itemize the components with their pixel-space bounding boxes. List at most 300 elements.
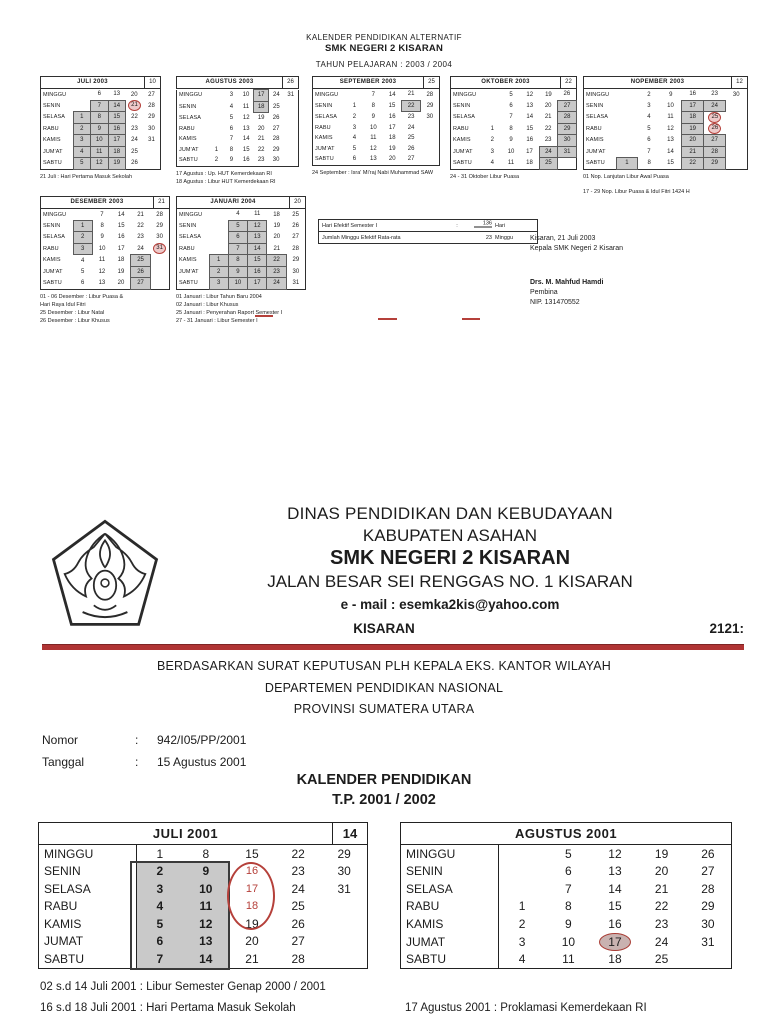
calendar-day-cell: 15 (526, 125, 534, 132)
calendar-day-cell: 18 (117, 257, 125, 264)
calendar-day-cell: 8 (202, 846, 210, 861)
calendar-day-cell: 9 (183, 863, 229, 881)
page2-note-hari-pertama: 16 s.d 18 Juli 2001 : Hari Pertama Masuk Sekolah (40, 1002, 296, 1014)
calendar-day-cell: 24 (654, 934, 669, 949)
calendar-day-cell: 1 (156, 846, 164, 861)
calendar-day-cell: 7 (91, 100, 109, 112)
calendar-row (39, 880, 368, 898)
calendar-day-label: SENIN (401, 863, 499, 881)
summary-value: 23 (485, 234, 492, 241)
calendar-day-cell: 30 (156, 234, 163, 241)
calendar-day-cell: 25 (131, 255, 150, 267)
calendar-day-cell: 5 (137, 915, 183, 933)
calendar-day-cell: 10 (369, 124, 377, 131)
calendar-day-label: JUM'AT (179, 268, 199, 275)
calendar-note: 01 Januari : Libur Tahun Baru 2004 (176, 293, 262, 300)
calendar-day-cell: 17 (248, 278, 267, 290)
calendar-week-count-badge: 21 (153, 197, 169, 208)
signature-office: Kepala SMK Negeri 2 Kisaran (530, 245, 623, 252)
calendar-day-cell: 29 (704, 158, 726, 170)
calendar-day-cell: 25 (292, 211, 299, 218)
calendar-day-cell: 17 (526, 148, 533, 155)
calendar-month-title: AGUSTUS 2001 (514, 826, 618, 841)
calendar-note: 17 - 29 Nop. Libur Puasa & Idul Fitri 1424 H (583, 188, 690, 195)
summary-value: 136 (474, 221, 492, 228)
calendar-day-label: KAMIS (315, 135, 333, 142)
calendar-day-label: RABU (401, 898, 499, 916)
calendar-day-label: SABTU (179, 157, 198, 164)
calendar-day-cell: 15 (245, 846, 259, 861)
calendar-day-cell: 19 (654, 846, 669, 861)
calendar-day-cell: 10 (507, 148, 515, 155)
calendar-day-cell: 12 (369, 145, 377, 152)
calendar-day-cell: 24 (291, 881, 305, 896)
calendar-day-cell: 10 (667, 102, 674, 109)
letterhead-agency: DINAS PENDIDIKAN DAN KEBUDAYAAN (287, 504, 613, 523)
calendar-day-cell: 9 (229, 157, 234, 164)
calendar-day-label: RABU (453, 125, 469, 132)
calendar-row (401, 951, 732, 969)
calendar-day-cell: 12 (183, 915, 229, 933)
calendar-day-cell: 24 (272, 92, 280, 99)
calendar-day-cell: 13 (369, 156, 377, 163)
calendar-day-label: KAMIS (453, 137, 471, 144)
calendar-day-cell: 4 (236, 211, 240, 218)
calendar-day-cell: 13 (113, 91, 121, 98)
calendar-day-cell: 6 (97, 91, 101, 98)
calendar-day-cell: 17 (108, 135, 126, 147)
calendar-day-cell: 26 (563, 91, 571, 98)
calendar-note: 18 Agustus : Libur HUT Kemerdekaan RI (176, 178, 276, 185)
calendar-day-cell: 3 (137, 880, 183, 898)
calendar-day-cell: 2 (73, 232, 92, 244)
calendar-day-cell: 27 (407, 156, 415, 163)
calendar-day-cell: 15 (667, 160, 674, 166)
calendar-day-cell: 28 (701, 881, 715, 896)
calendar-day-label: SELASA (39, 880, 137, 898)
calendar-day-cell: 4 (647, 114, 651, 121)
calendar-day-label: SABTU (43, 160, 62, 166)
calendar-row (39, 933, 368, 951)
tanggal-colon: : (135, 755, 139, 769)
page2-calendar-title: KALENDER PENDIDIKAN (296, 772, 472, 788)
calendar-day-cell: 21 (407, 91, 415, 98)
calendar-day-label: RABU (43, 245, 59, 252)
calendar-day-cell: 5 (509, 91, 513, 98)
calendar-day-label: RABU (43, 125, 59, 132)
calendar-row (401, 845, 732, 863)
calendar-day-label: SELASA (179, 234, 202, 241)
calendar-day-cell: 17 (254, 90, 269, 102)
calendar-day-label: SENIN (179, 222, 197, 229)
calendar-day-cell: 25 (407, 135, 415, 142)
calendar-day-cell: 31 (337, 881, 351, 896)
nomor-colon: : (135, 733, 139, 747)
calendar-day-cell: 1 (209, 255, 228, 267)
calendar-day-cell: 6 (228, 232, 247, 244)
calendar-day-label: SABTU (179, 280, 198, 286)
calendar-note: 25 Desember : Libur Natal (40, 309, 105, 316)
calendar-day-cell: 7 (228, 243, 247, 255)
calendar-day-cell: 2 (137, 863, 183, 881)
calendar-day-label: KAMIS (39, 915, 137, 933)
calendar-day-label: JUM'AT (179, 146, 199, 153)
calendar-day-cell: 20 (130, 91, 138, 98)
calendar-day-cell: 14 (183, 950, 229, 968)
calendar-day-cell: 22 (267, 255, 286, 267)
calendar-day-cell: 24 (704, 100, 726, 112)
calendar-day-cell: 27 (701, 864, 715, 879)
calendar-day-cell: 29 (292, 257, 300, 264)
letterhead-school: SMK NEGERI 2 KISARAN (329, 547, 571, 569)
calendar-day-cell: 8 (565, 899, 572, 914)
calendar-day-cell: 7 (100, 211, 104, 218)
basis-line-2: DEPARTEMEN PENDIDIKAN NASIONAL (264, 681, 504, 695)
calendar-day-label: SABTU (315, 156, 334, 163)
circled-day: 21 (128, 100, 141, 111)
calendar-day-cell: 2 (647, 91, 651, 98)
calendar-agustus-2001 (400, 822, 732, 969)
calendar-day-cell: 1 (490, 125, 495, 132)
calendar-note: 25 Januari : Penyerahan Raport Semester I (176, 309, 283, 316)
calendar-day-cell: 28 (292, 245, 299, 252)
summary-label: Hari Efektif Semester I (322, 222, 378, 229)
calendar-day-label: SABTU (401, 951, 499, 969)
calendar-day-cell (499, 845, 546, 863)
calendar-day-cell: 15 (248, 255, 267, 267)
calendar-day-cell: 13 (183, 933, 229, 951)
calendar-day-cell: 20 (682, 135, 704, 147)
calendar-day-cell: 16 (689, 91, 697, 98)
calendar-day-label: KAMIS (43, 137, 61, 144)
calendar-day-label: SELASA (401, 880, 499, 898)
calendar-day-cell: 19 (682, 123, 704, 135)
calendar-day-cell: 2 (352, 114, 357, 120)
calendar-row (39, 845, 368, 863)
calendar-day-cell: 30 (292, 268, 300, 275)
calendar-day-cell: 16 (526, 137, 534, 144)
calendar-day-cell (592, 933, 639, 951)
calendar-day-label: RABU (179, 245, 195, 252)
calendar-day-cell: 20 (257, 125, 265, 132)
calendar-day-cell: 3 (209, 278, 228, 290)
calendar-day-cell (685, 951, 732, 969)
calendar-day-cell: 7 (565, 881, 572, 896)
calendar-day-cell: 4 (518, 952, 526, 967)
calendar-day-label: SELASA (453, 114, 476, 121)
calendar-day-cell: 14 (526, 114, 534, 121)
calendar-day-cell: 27 (558, 100, 577, 112)
calendar-day-cell: 9 (100, 234, 104, 241)
calendar-week-count-badge: 12 (731, 77, 747, 88)
calendar-row (39, 950, 368, 968)
circled-day: 26 (708, 123, 721, 134)
tanggal-value: 15 Agustus 2001 (157, 755, 247, 769)
calendar-day-cell: 13 (242, 125, 250, 132)
nomor-row (42, 733, 246, 747)
nomor-label: Nomor (42, 733, 79, 747)
calendar-day-cell: 23 (267, 266, 286, 278)
calendar-day-cell: 4 (352, 135, 357, 142)
calendar-day-cell: 12 (98, 268, 106, 275)
calendar-row (401, 880, 732, 898)
circled-day: 17 (599, 933, 631, 951)
calendar-day-cell: 12 (526, 91, 534, 98)
calendar-table (400, 845, 732, 969)
calendar-note: 01 Nop. Lanjutan Libur Awal Puasa (583, 173, 669, 180)
calendar-month-title: NOPEMBER 2003 (630, 79, 685, 85)
calendar-day-cell: 30 (272, 157, 280, 164)
calendar-week-count-badge: 22 (560, 77, 576, 88)
calendar-day-cell: 28 (426, 91, 434, 98)
calendar-day-label: SABTU (586, 160, 605, 166)
calendar-day-label: MINGGU (43, 91, 67, 98)
letterhead-email: e - mail : esemka2kis@yahoo.com (340, 597, 560, 612)
calendar-day-label: JUM'AT (586, 148, 606, 155)
calendar-day-cell: 10 (98, 245, 106, 252)
calendar-day-cell: 7 (647, 148, 651, 155)
calendar-row (401, 915, 732, 933)
calendar-day-cell: 6 (80, 280, 85, 286)
calendar-day-cell: 25 (272, 103, 280, 110)
calendar-month-title: AGUSTUS 2003 (205, 79, 254, 85)
calendar-day-cell: 20 (388, 156, 396, 163)
calendar-day-label: MINGGU (401, 845, 499, 863)
calendar-day-cell: 8 (647, 160, 651, 166)
calendar-note: 21 Juli : Hari Pertama Masuk Sekolah (40, 173, 133, 180)
calendar-day-cell: 6 (509, 102, 513, 109)
calendar-note: 24 - 31 Oktober Libur Puasa (450, 173, 520, 180)
calendar-day-cell: 1 (73, 220, 92, 232)
calendar-month-title: JULI 2003 (77, 79, 108, 85)
calendar-day-label: RABU (315, 124, 331, 131)
page2-note-proklamasi: 17 Agustus 2001 : Proklamasi Kemerdekaan RI (405, 1002, 647, 1014)
calendar-day-cell: 22 (131, 114, 138, 121)
calendar-day-cell: 14 (248, 243, 267, 255)
calendar-header (400, 822, 732, 845)
calendar-day-cell: 21 (544, 114, 552, 121)
calendar-day-cell: 23 (711, 91, 718, 98)
calendar-day-cell: 24 (407, 124, 415, 131)
calendar-day-cell: 18 (608, 952, 622, 967)
calendar-day-cell: 31 (287, 92, 295, 99)
calendar-day-cell: 27 (272, 125, 280, 132)
calendar-day-cell: 22 (682, 158, 704, 170)
calendar-day-cell: 31 (558, 146, 577, 158)
calendar-day-cell: 16 (388, 114, 396, 120)
calendar-day-cell: 14 (108, 100, 126, 112)
calendar-day-cell: 7 (137, 950, 183, 968)
calendar-day-cell: 25 (291, 899, 305, 914)
calendar-day-cell: 18 (245, 900, 259, 913)
basis-line-1: BERDASARKAN SURAT KEPUTUSAN PLH KEPALA EKS. KANTOR WILAYAH (156, 659, 612, 673)
calendar-day-cell: 11 (370, 135, 377, 142)
letterhead-divider-rule (42, 644, 744, 650)
calendar-day-label: SABTU (39, 950, 137, 968)
calendar-day-cell: 14 (608, 881, 622, 896)
calendar-day-cell: 29 (148, 114, 155, 121)
circled-day: 31 (153, 243, 166, 254)
calendar-day-cell: 10 (242, 92, 250, 99)
calendar-note: 24 September : Isra' Mi'raj Nabi Muhammad SAW (312, 169, 434, 176)
calendar-day-cell: 27 (131, 278, 150, 290)
calendar-day-label: MINGGU (179, 92, 203, 99)
calendar-day-cell: 4 (137, 898, 183, 916)
calendar-day-cell: 19 (245, 916, 259, 931)
calendar-day-cell: 4 (229, 103, 234, 110)
calendar-day-cell: 23 (407, 114, 415, 121)
calendar-day-cell: 16 (117, 234, 125, 241)
calendar-day-label: MINGGU (179, 211, 203, 218)
calendar-day-cell: 15 (388, 102, 396, 109)
calendar-day-label: KAMIS (43, 257, 61, 264)
calendar-day-cell: 6 (352, 156, 357, 163)
calendar-day-cell: 20 (117, 280, 125, 286)
signature-rank: Pembina (530, 289, 558, 296)
calendar-day-cell: 19 (117, 268, 125, 275)
calendar-day-cell: 9 (669, 91, 673, 98)
calendar-day-cell: 21 (682, 146, 704, 158)
calendar-day-cell: 25 (131, 148, 138, 155)
calendar-day-cell: 9 (91, 123, 109, 135)
page2-note-libur-semester: 02 s.d 14 Juli 2001 : Libur Semester Genap 2000 / 2001 (40, 981, 326, 993)
calendar-day-cell: 20 (654, 864, 669, 879)
letterhead-address: JALAN BESAR SEI RENGGAS NO. 1 KISARAN (267, 572, 633, 591)
calendar-day-cell: 18 (254, 101, 269, 113)
page1-title: KALENDER PENDIDIKAN ALTERNATIF (306, 33, 462, 42)
calendar-day-label: RABU (586, 125, 602, 132)
summary-unit: Hari (495, 222, 506, 229)
signature-name: Drs. M. Mahfud Hamdi (530, 279, 604, 286)
calendar-day-cell: 1 (73, 112, 91, 124)
calendar-day-label: SABTU (43, 280, 62, 286)
calendar-day-cell: 10 (183, 880, 229, 898)
calendar-day-cell: 14 (667, 148, 674, 155)
calendar-day-cell: 18 (273, 211, 280, 218)
calendar-day-cell: 3 (518, 934, 526, 949)
calendar-day-label: JUMAT (401, 933, 499, 951)
calendar-day-label: JUM'AT (453, 148, 473, 155)
calendar-day-cell: 12 (608, 846, 622, 861)
calendar-day-cell: 3 (73, 243, 92, 255)
calendar-day-cell: 3 (490, 148, 495, 155)
calendar-day-label: KAMIS (586, 137, 604, 144)
tut-wuri-handayani-logo (45, 518, 165, 630)
calendar-day-cell: 12 (667, 125, 674, 132)
calendar-day-cell: 29 (558, 123, 577, 135)
calendar-day-cell: 22 (654, 899, 669, 914)
calendar-day-cell: 2 (490, 137, 495, 144)
calendar-note: Hari Raya Idul Fitri (40, 301, 86, 308)
calendar-day-cell: 3 (647, 102, 651, 109)
calendar-day-label: SENIN (43, 102, 61, 109)
calendar-day-cell: 13 (98, 280, 106, 286)
calendar-note: 27 - 31 Januari : Libur Semester I (176, 317, 258, 324)
calendar-note: 26 Desember : Libur Khusus (40, 317, 110, 324)
calendar-day-label: SELASA (43, 114, 66, 121)
calendar-week-count-badge: 20 (289, 197, 305, 208)
calendar-day-cell: 1 (352, 102, 357, 109)
calendar-day-cell: 31 (292, 280, 300, 286)
calendar-day-cell: 8 (100, 222, 104, 229)
calendar-day-label: SENIN (453, 102, 471, 109)
calendar-day-cell: 25 (654, 952, 669, 967)
calendar-day-label: SELASA (315, 114, 338, 120)
page1-school-name: SMK NEGERI 2 KISARAN (324, 43, 443, 54)
calendar-day-cell: 21 (257, 136, 265, 143)
calendar-day-cell: 19 (108, 158, 126, 170)
calendar-day-cell: 28 (272, 136, 280, 143)
letterhead-city: KISARAN (353, 621, 415, 636)
calendar-day-cell: 8 (228, 255, 247, 267)
calendar-day-cell (321, 898, 367, 916)
calendar-day-label: SENIN (586, 102, 604, 109)
calendar-row (39, 863, 368, 881)
calendar-note: 17 Agustus : Up. HUT Kemerdekaan RI (176, 170, 272, 177)
calendar-day-cell: 6 (565, 864, 572, 879)
calendar-month-title: OKTOBER 2003 (481, 79, 530, 85)
calendar-day-cell: 27 (292, 234, 299, 241)
calendar-day-cell: 22 (137, 222, 144, 229)
calendar-juli-2001 (38, 822, 368, 969)
calendar-day-cell: 11 (667, 114, 674, 121)
calendar-day-cell: 28 (148, 102, 155, 109)
calendar-day-cell: 9 (509, 137, 513, 144)
calendar-day-cell: 16 (242, 157, 250, 164)
calendar-week-count-badge: 26 (282, 77, 298, 88)
calendar-day-cell: 17 (245, 882, 259, 895)
calendar-day-label: MINGGU (39, 845, 137, 863)
calendar-day-label: MINGGU (453, 91, 477, 98)
calendar-day-cell: 19 (388, 145, 396, 152)
calendar-day-cell: 10 (91, 135, 109, 147)
calendar-day-cell: 6 (137, 933, 183, 951)
basis-line-3: PROVINSI SUMATERA UTARA (293, 702, 475, 716)
calendar-day-cell: 16 (245, 865, 259, 878)
calendar-month-title: SEPTEMBER 2003 (339, 79, 397, 85)
calendar-day-cell: 22 (402, 100, 421, 112)
calendar-day-cell: 16 (108, 123, 126, 135)
calendar-day-cell: 16 (608, 916, 622, 931)
calendar-day-cell: 24 (267, 278, 286, 290)
calendar-day-cell: 4 (490, 160, 495, 166)
calendar-day-cell: 15 (608, 899, 622, 914)
calendar-week-count-badge: 10 (144, 77, 160, 88)
calendar-day-label: SENIN (315, 102, 333, 109)
calendar-note: 01 - 06 Desember : Libur Puasa & (40, 293, 124, 300)
calendar-day-cell: 26 (131, 266, 150, 278)
calendar-day-label: JUM'AT (315, 145, 335, 152)
calendar-day-cell: 23 (291, 864, 305, 879)
calendar-day-cell: 11 (242, 103, 250, 110)
calendar-day-cell: 12 (248, 220, 267, 232)
calendar-week-count-badge: 14 (332, 823, 367, 844)
calendar-day-cell: 8 (371, 102, 375, 109)
calendar-day-cell: 29 (272, 146, 280, 153)
calendar-day-cell: 30 (148, 125, 155, 132)
tanggal-label: Tanggal (42, 755, 85, 769)
calendar-day-cell: 30 (732, 91, 740, 98)
calendar-day-cell: 5 (647, 125, 651, 132)
calendar-day-cell: 23 (257, 157, 265, 164)
calendar-day-cell: 1 (214, 146, 219, 153)
calendar-row (39, 915, 368, 933)
calendar-day-cell: 10 (561, 934, 576, 949)
calendar-day-label: KAMIS (179, 257, 197, 264)
summary-label: Jumlah Minggu Efektif Rata-rata (322, 234, 401, 241)
calendar-day-cell: 5 (80, 268, 85, 275)
calendar-day-cell: 2 (518, 916, 526, 931)
